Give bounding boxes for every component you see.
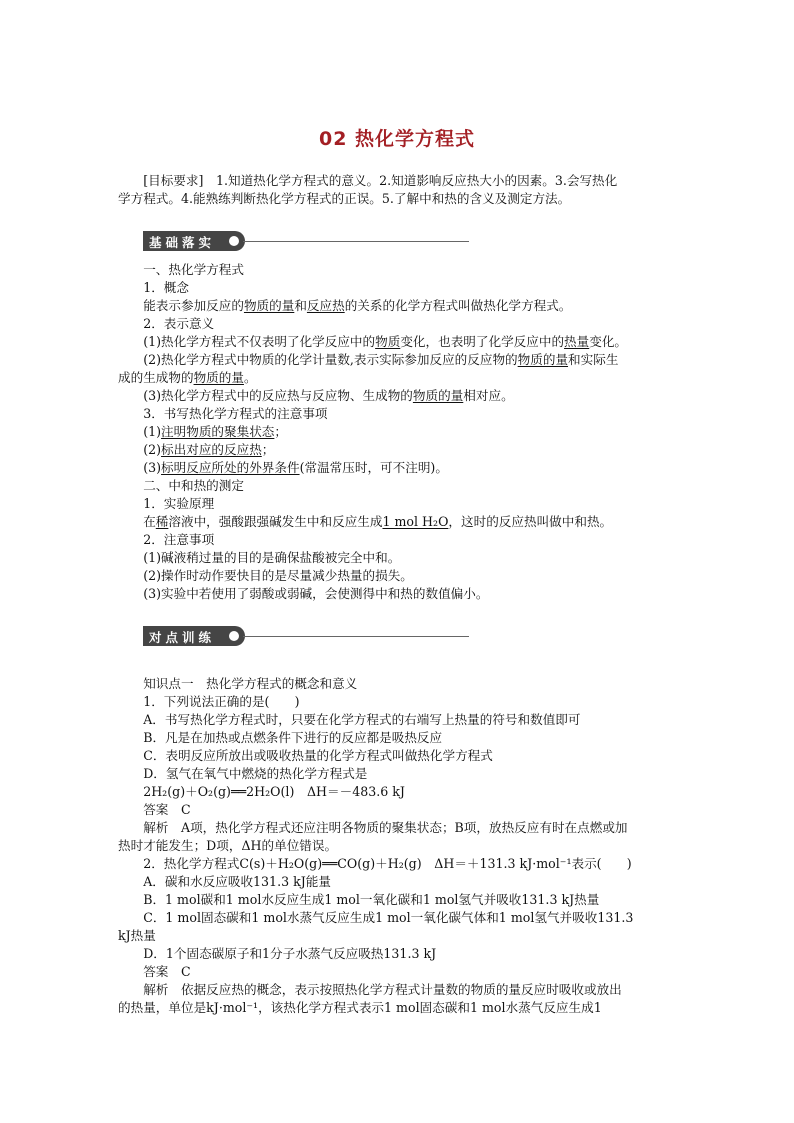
- text: 溶液中，强酸跟强碱发生中和反应生成: [168, 514, 383, 529]
- answer-blank: 物质的量: [193, 370, 244, 385]
- answer-blank: 稀: [155, 514, 169, 529]
- meaning-2: [118, 351, 678, 369]
- answer-blank: 1 mol H₂O: [382, 514, 449, 529]
- divider: [243, 241, 469, 242]
- heading-thermochemical-equation: 一、热化学方程式: [118, 262, 244, 277]
- text: ，这时的反应热叫做中和热。: [448, 514, 613, 529]
- precaution-2: (2)操作时动作要快目的是尽量减少热量的损失。: [118, 568, 413, 583]
- intro-line-1: [目标要求] 1.知道热化学方程式的意义。2.知道影响反应热大小的因素。3.会写热化: [118, 173, 618, 188]
- text: 成的生成物的: [118, 370, 194, 385]
- q2-option-c: C．1 mol固态碳和1 mol水蒸气反应生成1 mol一氧化碳气体和1 mol氢气并吸收131.3: [118, 910, 634, 925]
- subheading-precautions: 2．注意事项: [118, 532, 215, 547]
- subheading-notes: 3．书写热化学方程式的注意事项: [118, 406, 328, 421]
- section-header-basics: [143, 231, 469, 253]
- q1-option-a: A．书写热化学方程式时，只要在化学方程式的右端写上热量的符号和数值即可: [118, 712, 581, 727]
- q1-analysis: 解析 A项，热化学方程式还应注明各物质的聚集状态；B项，放热反应有时在点燃或加: [118, 820, 628, 835]
- answer-blank: 标出对应的反应热: [161, 442, 262, 457]
- precaution-3: (3)实验中若使用了弱酸或弱碱，会使测得中和热的数值偏小。: [118, 586, 489, 601]
- q2-option-d: D．1个固态碳原子和1分子水蒸气反应吸热131.3 kJ: [118, 946, 437, 961]
- text: (2): [118, 442, 162, 457]
- answer-blank: 物质的量: [517, 352, 569, 367]
- note-1: [118, 423, 678, 441]
- meaning-2-cont: [118, 369, 678, 387]
- filled-circle-icon: [229, 631, 239, 641]
- principle-text: [118, 513, 678, 531]
- text: 的关系的化学方程式叫做热化学方程式。: [344, 298, 572, 313]
- text: 相对应。: [463, 388, 514, 403]
- answer-blank: 物质的量: [412, 388, 464, 403]
- section-label: 基础落实: [149, 235, 216, 250]
- precaution-1: (1)碱液稍过量的目的是确保盐酸被完全中和。: [118, 550, 401, 565]
- note-3: [118, 459, 678, 477]
- subheading-meaning: 2．表示意义: [118, 316, 215, 331]
- text: (1)热化学方程式不仅表明了化学反应中的: [118, 334, 376, 349]
- answer-blank: 反应热: [306, 298, 345, 313]
- q1-option-d: D．氢气在氧气中燃烧的热化学方程式是: [118, 766, 368, 781]
- answer-blank: 标明反应所处的外界条件: [161, 460, 300, 475]
- answer-blank: 物质: [375, 334, 401, 349]
- text: 变化，也表明了化学反应中的: [400, 334, 565, 349]
- text: 在: [118, 514, 156, 529]
- filled-circle-icon: [229, 236, 239, 246]
- section-label: 对点训练: [149, 630, 216, 645]
- question-1: 1．下列说法正确的是( ): [118, 694, 300, 709]
- subheading-concept: 1．概念: [118, 280, 189, 295]
- text: (3): [118, 460, 162, 475]
- text: 能表示参加反应的: [118, 298, 244, 313]
- q2-analysis: 解析 依据反应热的概念，表示按照热化学方程式计量数的物质的量反应时吸收或放出: [118, 982, 622, 997]
- q1-analysis-cont: 热时才能发生；D项，ΔH的单位错误。: [118, 838, 338, 853]
- section-header-practice: [143, 626, 469, 648]
- text: (2)热化学方程式中物质的化学计量数,表示实际参加反应的反应物的: [118, 352, 518, 367]
- q2-answer: 答案 C: [118, 964, 191, 979]
- subheading-principle: 1．实验原理: [118, 496, 215, 511]
- q1-option-c: C．表明反应所放出或吸收热量的化学方程式叫做热化学方程式: [118, 748, 493, 763]
- text: ；: [274, 424, 287, 439]
- text: 变化。: [589, 334, 627, 349]
- knowledge-point-heading: 知识点一 热化学方程式的概念和意义: [118, 676, 358, 691]
- q1-equation: 2H₂(g)＋O₂(g)══2H₂O(l) ΔH＝－483.6 kJ: [118, 784, 405, 799]
- question-2: 2．热化学方程式C(s)＋H₂O(g)══CO(g)＋H₂(g) ΔH＝＋131.3 kJ·mol⁻¹表示( ): [118, 856, 632, 871]
- q2-option-c-cont: kJ热量: [118, 928, 156, 943]
- intro-line-2: 学方程式。4.能熟练判断热化学方程式的正误。5.了解中和热的含义及测定方法。: [118, 191, 571, 206]
- text: (1): [118, 424, 162, 439]
- meaning-1: [118, 333, 678, 351]
- meaning-3: [118, 387, 678, 405]
- q2-option-a: A．碳和水反应吸收131.3 kJ能量: [118, 874, 331, 889]
- text: 。: [243, 370, 257, 385]
- page-title: 02 热化学方程式: [318, 128, 476, 150]
- answer-blank: 物质的量: [243, 298, 295, 313]
- concept-text: [118, 297, 678, 315]
- text: (3)热化学方程式中的反应热与反应物、生成物的: [118, 388, 413, 403]
- text: ；: [261, 442, 275, 457]
- q2-option-b: B．1 mol碳和1 mol水反应生成1 mol一氧化碳和1 mol氢气并吸收131.3 kJ热量: [118, 892, 600, 907]
- answer-blank: 热量: [564, 334, 590, 349]
- answer-blank: 注明物质的聚集状态: [161, 424, 275, 439]
- q2-analysis-cont: 的热量，单位是kJ·mol⁻¹，该热化学方程式表示1 mol固态碳和1 mol水蒸气反应生成1: [118, 1000, 602, 1015]
- text: (常温常压时，可不注明)。: [299, 460, 448, 475]
- text: 和实际生: [568, 352, 619, 367]
- text: 和: [294, 298, 307, 313]
- heading-neutralization-heat: 二、中和热的测定: [118, 478, 244, 493]
- q1-option-b: B．凡是在加热或点燃条件下进行的反应都是吸热反应: [118, 730, 443, 745]
- note-2: [118, 441, 678, 459]
- divider: [243, 636, 469, 637]
- q1-answer: 答案 C: [118, 802, 191, 817]
